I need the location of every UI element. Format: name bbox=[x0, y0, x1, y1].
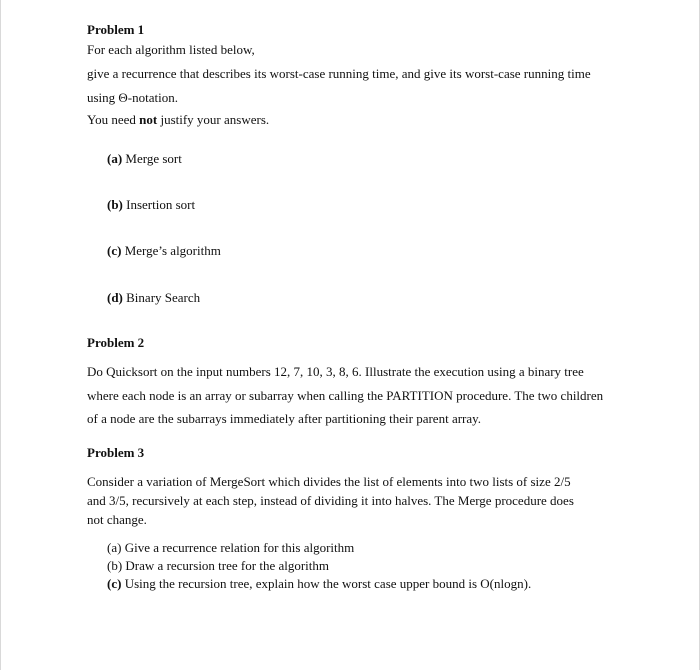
problem3-line1: Consider a variation of MergeSort which divides the list of elements into two lists of size 2/5 bbox=[87, 474, 571, 489]
problem1-line3: using Θ-notation. bbox=[87, 90, 178, 105]
problem2-line2: where each node is an array or subarray when calling the PARTITION procedure. The two children bbox=[87, 388, 604, 403]
item-text: Insertion sort bbox=[122, 197, 196, 212]
problem2-line3: of a node are the subarrays immediately after partitioning their parent array. bbox=[87, 411, 482, 426]
item-label: (b) bbox=[107, 558, 123, 573]
item-text: Merge sort bbox=[122, 151, 182, 166]
item-label: (a) bbox=[107, 151, 123, 166]
problem3-title: Problem 3 bbox=[87, 445, 145, 460]
problem3-item-c bbox=[107, 576, 531, 592]
problem1-title: Problem 1 bbox=[87, 22, 145, 37]
problem1-line1: For each algorithm listed below, bbox=[87, 42, 255, 57]
item-label: (c) bbox=[107, 576, 122, 591]
problem1-item-c bbox=[107, 243, 221, 259]
problem1-line4 bbox=[87, 112, 269, 128]
problem3-item-b bbox=[107, 558, 329, 574]
item-text: Binary Search bbox=[122, 290, 201, 305]
item-label: (c) bbox=[107, 243, 122, 258]
problem3-item-a bbox=[107, 540, 354, 556]
item-label: (a) bbox=[107, 540, 122, 555]
item-text: Using the recursion tree, explain how the worst case upper bound is O(nlogn). bbox=[121, 576, 532, 591]
item-text: Draw a recursion tree for the algorithm bbox=[122, 558, 330, 573]
problem2-title: Problem 2 bbox=[87, 335, 145, 350]
problem2-line1: Do Quicksort on the input numbers 12, 7, 10, 3, 8, 6. Illustrate the execution using a binary tree bbox=[87, 364, 584, 379]
problem1-line2: give a recurrence that describes its worst-case running time, and give its worst-case running time bbox=[87, 66, 591, 81]
item-text: Give a recurrence relation for this algorithm bbox=[121, 540, 355, 555]
problem1-item-d bbox=[107, 290, 200, 306]
item-text: Merge’s algorithm bbox=[121, 243, 221, 258]
problem1-item-a bbox=[107, 151, 182, 167]
problem1-item-b bbox=[107, 197, 195, 213]
problem3-line2: and 3/5, recursively at each step, instead of dividing it into halves. The Merge procedure does bbox=[87, 493, 574, 508]
problem1-line4-post: justify your answers. bbox=[157, 112, 270, 127]
item-label: (b) bbox=[107, 197, 123, 212]
problem3-line3: not change. bbox=[87, 512, 147, 527]
problem1-line4-pre: You need bbox=[87, 112, 140, 127]
problem1-line4-bold: not bbox=[139, 112, 158, 127]
item-label: (d) bbox=[107, 290, 123, 305]
